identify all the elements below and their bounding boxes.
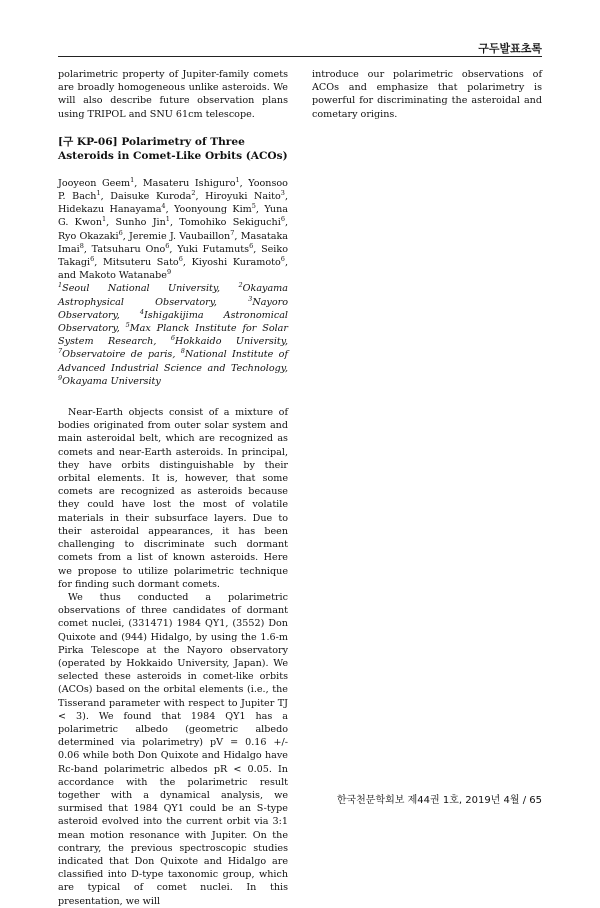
affiliation-marker: 4 — [139, 307, 144, 316]
right-column — [312, 68, 542, 121]
author-name: Kiyoshi Kuramoto — [191, 257, 281, 269]
affiliation-name: National Institute of Advanced Industrial Science and Technology — [58, 349, 288, 374]
author-affiliation-marker: 8 — [79, 241, 84, 250]
author-name: Hiroyuki Naito — [205, 191, 281, 203]
author-name: Yuna G. Kwon — [58, 204, 288, 229]
author-name: Hidekazu Hanayama — [58, 204, 162, 216]
author-affiliation-marker: 6 — [165, 241, 170, 250]
affiliation-marker: 2 — [238, 281, 243, 290]
author-affiliation-marker: 1 — [102, 215, 107, 224]
author-affiliation-marker: 6 — [90, 254, 95, 263]
author-name: Masataka Imai — [58, 230, 288, 255]
continuation-paragraph: introduce our polarimetric observations of ACOs and emphasize that polarimetry is powerful for discriminating the asteroidal and cometary origins. — [312, 69, 542, 120]
author-affiliation-marker: 6 — [249, 241, 254, 250]
author-name: Seiko Takagi — [58, 243, 288, 269]
body-paragraph-2: We thus conducted a polarimetric observations of three candidates of dormant comet nuclei, (331471) 1984 QY1, (3552) Don Quixote and (944) Hidalgo, by using the 1.6-m Pirka Telescope at the Nayoro observatory (operated by Hokkaido University, Japan). We selected these asteroids in comet-like orbits (ACOs) based on the orbital elements (i.e., the Tisserand parameter with respect to Jupiter TJ < 3). We found that 1984 QY1 has a polarimetric albedo (geometric albedo determined via polarimetry) pV = 0.16 +/- 0.06 while both Don Quixote and Hidalgo have Rc-band polarimetric albedos pR < 0.05. In accordance with the polarimetric result together with a dynamical analysis, we surmised that 1984 QY1 could be an S-type asteroid evolved into the current orbit via 3:1 mean motion resonance with Jupiter. On the contrary, the previous spectroscopic studies indicated that Don Quixote and Hidalgo are classified into D-type taxonomic group, which are typical of comet nuclei. In this presentation, we will — [58, 591, 288, 907]
running-header: 구두발표초록 — [478, 42, 542, 55]
header-rule — [58, 56, 542, 57]
author-list: Jooyeon Geem$^1$, Masateru Ishiguro$^1$, Yoonsoo P. Bach$^1$, Daisuke Kuroda$^2$, Hiroyuki Naito$^3$, Hidekazu Hanayama$^4$, Yoonyoung Kim$^5$, Yuna G. Kwon$^1$, Sunho Jin$^1$, Tomohiko Sekiguchi$^6$, Ryo Okazaki$^6$, Jeremie J. Vaubaillon$^7$, Masataka Imai$^8$, Tatsuharu Ono$^6$, Yuki Futamuts$^6$, Seiko Takagi$^6$, Mitsuteru Sato$^6$, Kiyoshi Kuramoto$^6$, and Makoto Watanabe$^9$ — [58, 175, 289, 282]
affiliation-name: Ishigakijima Astronomical Observatory — [58, 309, 288, 335]
affiliation-name: Observatoire de paris — [62, 349, 173, 361]
author-affiliation-marker: 6 — [280, 254, 285, 263]
author-name: Yuki Futamuts — [177, 243, 250, 255]
author-affiliation-marker: 3 — [280, 188, 285, 197]
author-name: and Makoto Watanabe — [58, 270, 167, 282]
author-affiliation-marker: 6 — [118, 228, 123, 237]
author-affiliation-marker: 1 — [130, 175, 135, 184]
author-name: Yoonyoung Kim — [174, 204, 252, 216]
section-title: [구 KP-06] Polarimetry of Three Asteroids in Comet-Like Orbits (ACOs) — [58, 135, 288, 162]
author-name: Jeremie J. Vaubaillon — [129, 230, 231, 242]
author-name: Daisuke Kuroda — [110, 191, 192, 203]
affiliation-name: Seoul National University — [62, 283, 218, 295]
intro-paragraph: polarimetric property of Jupiter-family comets are broadly homogeneous unlike asteroids. We will also describe future observation plans using TRIPOL and SNU 61cm telescope. — [58, 69, 288, 120]
affiliation-name: Okayama Astrophysical Observatory — [58, 283, 288, 308]
affiliation-name: Nayoro Observatory — [58, 296, 288, 321]
author-affiliation-marker: 6 — [178, 254, 183, 263]
affiliation-name: Max Planck Institute for Solar System Research — [58, 323, 288, 348]
author-name: Yoonsoo P. Bach — [58, 177, 288, 203]
author-affiliation-marker: 4 — [161, 202, 166, 211]
author-affiliation-marker: 6 — [280, 215, 285, 224]
author-name: Tatsuharu Ono — [91, 243, 166, 255]
affiliation-list: $^1$Seoul National University, $^2$Okayama Astrophysical Observatory, $^3$Nayoro Observatory, $^4$Ishigakijima Astronomical Observatory, $^5$Max Planck Institute for Solar System Research, $^6$Hokkaido University, $^7$Observatoire de paris, $^8$National Institute of Advanced Industrial Science and Technology, $^9$Okayama University — [58, 281, 288, 387]
affiliation-marker: 1 — [58, 281, 63, 290]
author-name: Sunho Jin — [115, 217, 166, 229]
author-affiliation-marker: 1 — [235, 175, 240, 184]
affiliation-marker: 3 — [248, 294, 253, 303]
affiliation-name: Okayama University — [62, 375, 161, 387]
left-column — [58, 68, 288, 908]
author-name: Ryo Okazaki — [58, 230, 119, 242]
author-name: Tomohiko Sekiguchi — [179, 217, 281, 229]
author-affiliation-marker: 1 — [165, 215, 170, 224]
affiliation-marker: 6 — [170, 334, 175, 343]
affiliation-name: Hokkaido University — [175, 336, 285, 348]
author-affiliation-marker: 1 — [96, 188, 101, 197]
page-footer: 한국천문학회보 제44권 1호, 2019년 4월 / 65 — [336, 795, 542, 806]
author-affiliation-marker: 5 — [251, 202, 256, 211]
author-affiliation-marker: 2 — [191, 188, 196, 197]
affiliation-marker: 7 — [58, 347, 63, 356]
affiliation-marker: 9 — [58, 373, 63, 382]
affiliation-marker: 5 — [125, 320, 130, 329]
affiliation-marker: 8 — [180, 347, 185, 356]
body-paragraph-1: Near-Earth objects consist of a mixture of bodies originated from outer solar system and main asteroidal belt, which are recognized as comets and near-Earth asteroids. In principal, they have orbits distinguishable by their orbital elements. It is, however, that some comets are recognized as asteroids because they could have lost the most of volatile materials in their subsurface layers. Due to their asteroidal appearances, it has been challenging to discriminate such dormant comets from a list of known asteroids. Here we propose to utilize polarimetric technique for finding such dormant comets. — [58, 407, 288, 590]
author-name: Jooyeon Geem — [58, 177, 131, 189]
author-affiliation-marker: 9 — [166, 268, 172, 277]
author-name: Mitsuteru Sato — [102, 257, 179, 269]
author-name: Masateru Ishiguro — [142, 177, 236, 189]
author-affiliation-marker: 7 — [230, 228, 235, 237]
